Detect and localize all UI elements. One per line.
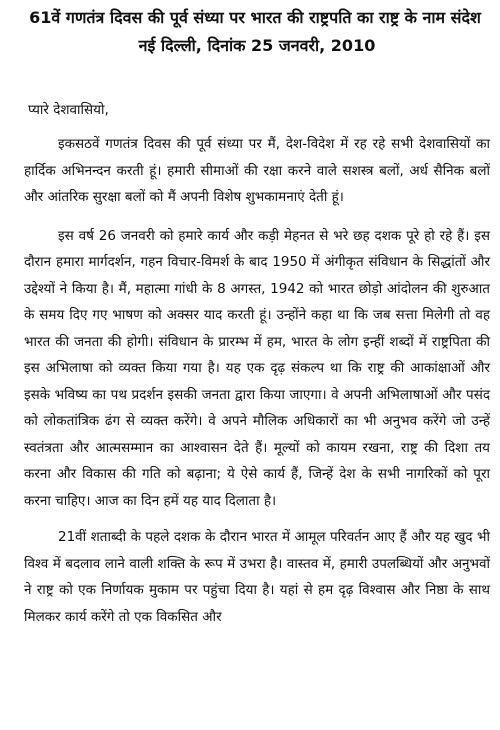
paragraph-2: इस वर्ष 26 जनवरी को हमारे कार्य और कड़ी मेहनत से भरे छह दशक पूरे हो रहे हैं। इस दौरान हमारा मार्गदर्शन, गहन विचार-विमर्श के बाद 1950 में अंगीकृत संविधान के सिद्धांतों और उद्देश्यों ने किया है। मैं, महात्मा गांधी के 8 अगस्त, 1942 को भारत छोड़ो आंदोलन की शुरुआत के समय दिए गए भाषण को अक्सर याद करती हूं। उन्होंने कहा था कि जब सत्ता मिलेगी तो वह भारत की जनता की होगी। संविधान के प्रारम्भ में हम, भारत के लोग इन्हीं शब्दों में राष्ट्रपिता की इस अभिलाषा को व्यक्त किया गया है। यह एक दृढ़ संकल्प था कि राष्ट्र की आकांक्षाओं और इसके भविष्य का पथ प्रदर्शन इसकी जनता द्वारा किया जाएगा। वे अपनी अभिलाषाओं और पसंद को लोकतांत्रिक ढंग से व्यक्त करेंगे। वे अपने मौलिक अधिकारों का भी अनुभव करेंगे जो उन्हें स्वतंत्रता और आत्मसम्मान का आश्वासन देते हैं। मूल्यों को कायम रखना, राष्ट्र की दिशा तय करना और विकास की गति को बढ़ाना; ये ऐसे कार्य हैं, जिन्हें देश के सभी नागरिकों को पूरा करना चाहिए। आज का दिन हमें यह याद दिलाता है। bbox=[24, 227, 490, 509]
document-dateline: नई दिल्ली, दिनांक 25 जनवरी, 2010 bbox=[138, 36, 376, 55]
salutation: प्यारे देशवासियो, bbox=[28, 102, 109, 118]
paragraph-1: इकसठवें गणतंत्र दिवस की पूर्व संध्या पर मैं, देश-विदेश में रह रहे सभी देशवासियों का हार्दिक अभिनन्दन करती हूं। हमारी सीमाओं की रक्षा करने वाले सशस्त्र बलों, अर्ध सैनिक बलों और आंतरिक सुरक्षा बलों को मैं अपनी विशेष शुभकामनाएं देती हूं। bbox=[24, 136, 490, 205]
document-title: 61वें गणतंत्र दिवस की पूर्व संध्या पर भारत की राष्ट्रपति का राष्ट्र के नाम संदेश bbox=[29, 8, 481, 27]
paragraph-3: 21वीं शताब्दी के पहले दशक के दौरान भारत में आमूल परिवर्तन आए हैं और यह खुद भी विश्व में बदलाव लाने वाली शक्ति के रूप में उभरा है। वास्तव में, हमारी उपलब्धियों और अनुभवों ने राष्ट्र को एक निर्णायक मुकाम पर पहुंचा दिया है। यहां से हम दृढ़ विश्वास और निष्ठा के साथ मिलकर कार्य करेंगे तो एक विकसित और bbox=[24, 529, 490, 625]
